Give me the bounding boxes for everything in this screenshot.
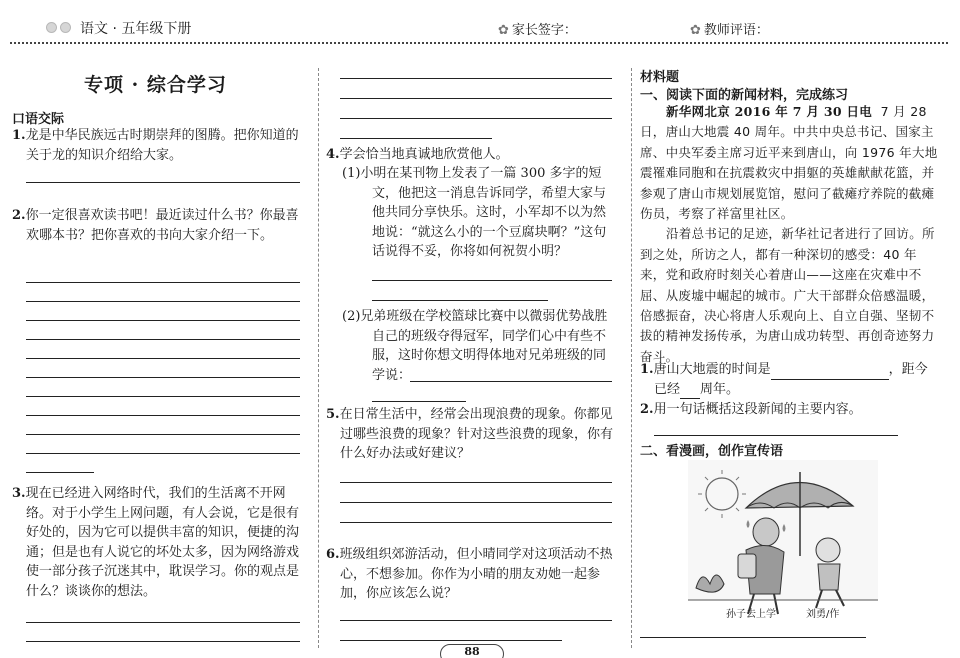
news-question-1: 1.唐山大地震的时间是 ，距今 已经 周年。 [640, 360, 940, 399]
answer-line[interactable] [26, 358, 300, 359]
flower-icon: ✿ [498, 23, 509, 38]
answer-blank-date[interactable] [771, 366, 889, 380]
header-divider [10, 42, 948, 44]
answer-line[interactable] [26, 182, 300, 183]
header-subject: 语文 · 五年级下册 [80, 21, 192, 37]
answer-line[interactable] [340, 620, 612, 621]
answer-line[interactable] [26, 301, 300, 302]
section-oral-heading: 口语交际 [12, 112, 65, 127]
question-6: 6.班级组织郊游活动，但小晴同学对这项活动不热心，不想参加。你作为小晴的朋友劝她一起参加，你应该怎么说？ [326, 547, 613, 601]
answer-line[interactable] [340, 98, 612, 99]
answer-blank-years[interactable] [680, 385, 700, 399]
answer-line[interactable] [654, 435, 898, 436]
header-parent-sign [498, 19, 577, 38]
news-question-2: 2.用一句话概括这段新闻的主要内容。 [640, 402, 862, 417]
answer-line[interactable] [340, 640, 562, 641]
question-3: 3.现在已经进入网络时代，我们的生活离不开网络。对于小学生上网问题，有人会说，它是很有好处的，因为它可以提供丰富的知识，便捷的沟通；但是也有人说它的坏处太多，因为网络游戏使一部分孩子沉迷其中，耽误学习。你的观点是什么？谈谈你的想法。 [12, 486, 300, 599]
cartoon-caption: 孙子去上学 [726, 609, 776, 620]
boy-body [818, 564, 840, 590]
cartoon-task-heading: 二、看漫画，创作宣传语 [640, 444, 784, 459]
question-5: 5.在日常生活中，经常会出现浪费的现象。你都见过哪些浪费的现象？针对这些浪费的现象，你有什么好办法或好建议？ [326, 407, 614, 461]
answer-line[interactable] [26, 415, 300, 416]
answer-line[interactable] [340, 502, 612, 503]
news-dateline: 新华网北京 2016 年 7 月 30 日电 [666, 104, 873, 119]
answer-line[interactable] [640, 637, 866, 638]
answer-line[interactable] [410, 381, 612, 382]
question-4-part-1: (1)小明在某刊物上发表了一篇 300 多字的短文，他把这一消息告诉同学，希望大家与他共同分享快乐。这时，小军却不以为然地说：“就这么小的一个豆腐块啊？”这句话说得不妥，你将如何祝贺小明？ [342, 166, 607, 259]
answer-line[interactable] [26, 453, 300, 454]
answer-line[interactable] [26, 396, 300, 397]
section-materials-heading: 材料题 [640, 70, 680, 85]
boy-head [816, 538, 840, 562]
column-divider-2 [631, 68, 632, 648]
schoolbag-icon [738, 554, 756, 578]
column-divider-1 [318, 68, 319, 648]
cartoon-author: 刘勇/作 [806, 609, 840, 620]
question-4-part-2: (2)兄弟班级在学校篮球比赛中以微弱优势战胜自己的班级夺得冠军，同学们心中有些不服，这时你想文明得体地对兄弟班级的同学说： [342, 309, 608, 383]
teacher-comment-label: 教师评语： [703, 23, 769, 38]
answer-line[interactable] [26, 282, 300, 283]
question-2: 2.你一定很喜欢读书吧！最近读过什么书？你最喜欢哪本书？把你喜欢的书向大家介绍一下。 [12, 208, 299, 243]
news-paragraph-1: 新华网北京 2016 年 7 月 30 日电 7 月 28 日，唐山大地震 40 周年。中共中央总书记、国家主席、中央军委主席习近平来到唐山，向 1976 年大地震罹难同胞和在抗震救灾中捐躯的英雄献献花篮，并参观了唐山市规划展览馆，慰问了截瘫疗养院的截瘫伤员，考察了祥富里社区。 [640, 104, 938, 222]
grandfather-head [753, 518, 779, 546]
answer-line[interactable] [26, 339, 300, 340]
news-task-heading: 一、阅读下面的新闻材料，完成练习 [640, 88, 849, 103]
header-decor-circle-2 [60, 22, 71, 33]
parent-sign-label: 家长签字： [511, 23, 577, 38]
answer-line[interactable] [372, 280, 612, 281]
answer-line[interactable] [340, 522, 612, 523]
header-decor-circle-1 [46, 22, 57, 33]
news-paragraph-2: 沿着总书记的足迹，新华社记者进行了回访。所到之处，所访之人，都有一种深切的感受：40 年来，党和政府时刻关心着唐山——这座在灾难中不屈、从废墟中崛起的城市。广大干部群众倍感温暖，倍感振奋，决心将唐人乐观向上、自立自强、坚韧不拔的精神发扬传承，为唐山成功转型、再创奇迹努力奋斗。 [640, 226, 935, 364]
question-4: 4.学会恰当地真诚地欣赏他人。 [326, 147, 509, 162]
answer-line[interactable] [340, 78, 612, 79]
answer-line[interactable] [340, 482, 612, 483]
answer-line[interactable] [26, 434, 300, 435]
answer-line[interactable] [26, 320, 300, 321]
flower-icon: ✿ [690, 23, 701, 38]
answer-line[interactable] [26, 377, 300, 378]
answer-line[interactable] [372, 300, 548, 301]
answer-line[interactable] [372, 401, 466, 402]
header-teacher-comment [690, 19, 769, 38]
answer-line[interactable] [26, 622, 300, 623]
answer-line[interactable] [26, 472, 94, 473]
page-number: 88 [440, 644, 504, 658]
question-1: 1.龙是中华民族远古时期崇拜的图腾。把你知道的关于龙的知识介绍给大家。 [12, 128, 299, 163]
answer-line[interactable] [340, 118, 612, 119]
answer-line[interactable] [26, 641, 300, 642]
page-title: 专项 · 综合学习 [84, 74, 227, 96]
cartoon-illustration [688, 458, 878, 638]
news-article [640, 102, 940, 367]
answer-line[interactable] [340, 138, 492, 139]
